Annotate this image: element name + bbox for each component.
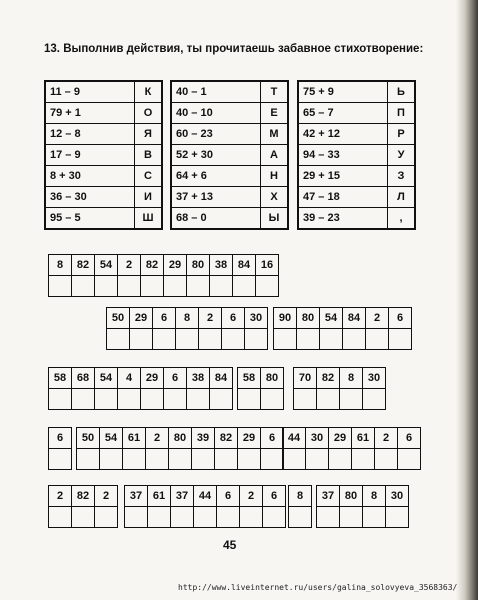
key-row	[45, 103, 162, 124]
answer-number: 70	[294, 368, 316, 389]
answer-number: 58	[49, 368, 71, 389]
answer-letter-slot[interactable]	[217, 507, 239, 527]
key-expression: 12 – 8	[45, 124, 135, 145]
answer-number: 6	[263, 486, 285, 507]
answer-number: 80	[187, 255, 209, 276]
answer-cell	[398, 428, 420, 469]
answer-number: 8	[340, 368, 362, 389]
key-expression: 37 + 13	[171, 187, 261, 208]
answer-number: 82	[72, 486, 94, 507]
answer-cell	[118, 255, 141, 296]
answer-letter-slot[interactable]	[352, 449, 374, 469]
key-table-3	[297, 80, 416, 230]
answer-letter-slot[interactable]	[107, 329, 129, 349]
answer-cell	[95, 486, 117, 527]
answer-letter-slot[interactable]	[169, 449, 191, 469]
answer-letter-slot[interactable]	[340, 389, 362, 409]
answer-cell	[317, 486, 340, 527]
answer-cell	[164, 255, 187, 296]
key-row	[45, 187, 162, 208]
answer-letter-slot[interactable]	[294, 389, 316, 409]
answer-letter-slot[interactable]	[95, 276, 117, 296]
answer-letter-slot[interactable]	[125, 507, 147, 527]
answer-number: 54	[95, 368, 117, 389]
answer-number: 61	[352, 428, 374, 449]
answer-cell	[274, 308, 297, 349]
key-expression: 39 – 23	[298, 208, 388, 230]
answer-letter-slot[interactable]	[340, 507, 362, 527]
key-expression: 29 + 15	[298, 166, 388, 187]
answer-letter-slot[interactable]	[130, 329, 152, 349]
answer-cell	[245, 308, 267, 349]
answer-letter-slot[interactable]	[317, 389, 339, 409]
key-expression: 65 – 7	[298, 103, 388, 124]
answer-letter-slot[interactable]	[240, 507, 262, 527]
answer-number: 38	[210, 255, 232, 276]
key-row	[45, 166, 162, 187]
key-letter: Ш	[135, 208, 163, 230]
answer-cell	[187, 368, 210, 409]
answer-letter-slot[interactable]	[363, 507, 385, 527]
answer-cell	[240, 486, 263, 527]
answer-cell	[261, 368, 283, 409]
answer-cell	[164, 368, 187, 409]
answer-number: 80	[340, 486, 362, 507]
key-expression: 68 – 0	[171, 208, 261, 230]
answer-number: 6	[389, 308, 411, 329]
answer-cell	[306, 428, 329, 469]
answer-number: 39	[192, 428, 214, 449]
answer-cell	[317, 368, 340, 409]
key-row	[45, 145, 162, 166]
answer-number: 29	[141, 368, 163, 389]
answer-letter-slot[interactable]	[274, 329, 296, 349]
task-title	[44, 42, 424, 56]
key-letter: П	[388, 103, 416, 124]
answer-letter-slot[interactable]	[256, 276, 278, 296]
task-text: Выполнив действия, ты прочитаешь забавное стихотворение:	[63, 43, 424, 55]
answer-number: 4	[118, 368, 140, 389]
answer-number: 30	[363, 368, 385, 389]
answer-letter-slot[interactable]	[146, 449, 168, 469]
key-letter: В	[135, 145, 163, 166]
key-letter: Е	[261, 103, 289, 124]
answer-letter-slot[interactable]	[289, 507, 311, 527]
answer-cell	[340, 368, 363, 409]
answer-number: 2	[240, 486, 262, 507]
answer-letter-slot[interactable]	[187, 276, 209, 296]
answer-number: 30	[386, 486, 408, 507]
answer-letter-slot[interactable]	[199, 329, 221, 349]
answer-letter-slot[interactable]	[215, 449, 237, 469]
answer-group-1	[48, 254, 279, 297]
key-expression: 40 – 1	[171, 81, 261, 103]
answer-letter-slot[interactable]	[317, 507, 339, 527]
answer-number: 2	[375, 428, 397, 449]
answer-cell	[238, 428, 261, 469]
answer-letter-slot[interactable]	[386, 507, 408, 527]
answer-letter-slot[interactable]	[261, 449, 283, 469]
answer-letter-slot[interactable]	[72, 389, 94, 409]
key-expression: 47 – 18	[298, 187, 388, 208]
answer-number: 37	[125, 486, 147, 507]
answer-cell	[118, 368, 141, 409]
answer-number: 58	[238, 368, 260, 389]
key-table-2	[170, 80, 289, 230]
key-letter: С	[135, 166, 163, 187]
answer-cell	[125, 486, 148, 527]
answer-letter-slot[interactable]	[245, 329, 267, 349]
answer-cell	[366, 308, 389, 349]
answer-group-5	[237, 367, 284, 410]
answer-number: 38	[187, 368, 209, 389]
key-letter: М	[261, 124, 289, 145]
answer-cell	[256, 255, 278, 296]
answer-cell	[233, 255, 256, 296]
answer-cell	[49, 368, 72, 409]
key-row	[298, 124, 415, 145]
answer-letter-slot[interactable]	[100, 449, 122, 469]
key-expression: 94 – 33	[298, 145, 388, 166]
key-row	[298, 81, 415, 103]
answer-cell	[194, 486, 217, 527]
answer-letter-slot[interactable]	[95, 389, 117, 409]
book-spine	[456, 0, 478, 600]
key-row	[171, 187, 288, 208]
key-letter: Н	[261, 166, 289, 187]
answer-cell	[320, 308, 343, 349]
answer-cell	[49, 486, 72, 527]
answer-number: 2	[146, 428, 168, 449]
answer-letter-slot[interactable]	[153, 329, 175, 349]
answer-cell	[389, 308, 411, 349]
answer-cell	[176, 308, 199, 349]
answer-letter-slot[interactable]	[72, 507, 94, 527]
answer-cell	[49, 428, 71, 469]
answer-cell	[72, 486, 95, 527]
key-letter: А	[261, 145, 289, 166]
answer-cell	[95, 255, 118, 296]
answer-number: 37	[171, 486, 193, 507]
answer-number: 82	[72, 255, 94, 276]
answer-cell	[261, 428, 283, 469]
answer-number: 82	[317, 368, 339, 389]
answer-letter-slot[interactable]	[306, 449, 328, 469]
answer-letter-slot[interactable]	[233, 276, 255, 296]
answer-number: 44	[283, 428, 305, 449]
answer-number: 30	[306, 428, 328, 449]
answer-letter-slot[interactable]	[194, 507, 216, 527]
answer-group-8	[76, 427, 284, 470]
key-row	[298, 145, 415, 166]
answer-number: 50	[77, 428, 99, 449]
answer-letter-slot[interactable]	[77, 449, 99, 469]
answer-cell	[187, 255, 210, 296]
key-expression: 75 + 9	[298, 81, 388, 103]
answer-letter-slot[interactable]	[49, 276, 71, 296]
answer-cell	[297, 308, 320, 349]
key-expression: 42 + 12	[298, 124, 388, 145]
key-row	[298, 208, 415, 230]
answer-group-2	[106, 307, 268, 350]
answer-cell	[343, 308, 366, 349]
answer-cell	[100, 428, 123, 469]
answer-letter-slot[interactable]	[261, 389, 283, 409]
key-row	[171, 166, 288, 187]
answer-number: 2	[95, 486, 117, 507]
page-number: 45	[223, 538, 237, 552]
key-letter: И	[135, 187, 163, 208]
answer-number: 82	[215, 428, 237, 449]
answer-cell	[340, 486, 363, 527]
answer-cell	[107, 308, 130, 349]
answer-number: 29	[238, 428, 260, 449]
answer-group-9	[282, 427, 421, 470]
answer-letter-slot[interactable]	[141, 276, 163, 296]
key-expression: 64 + 6	[171, 166, 261, 187]
answer-number: 44	[194, 486, 216, 507]
answer-number: 80	[169, 428, 191, 449]
task-number: 13.	[44, 43, 60, 55]
answer-number: 6	[398, 428, 420, 449]
answer-cell	[215, 428, 238, 469]
key-row	[298, 166, 415, 187]
answer-group-12	[288, 485, 312, 528]
key-row	[171, 145, 288, 166]
answer-number: 16	[256, 255, 278, 276]
answer-letter-slot[interactable]	[141, 389, 163, 409]
answer-letter-slot[interactable]	[118, 276, 140, 296]
answer-cell	[77, 428, 100, 469]
key-row	[171, 103, 288, 124]
key-letter: Я	[135, 124, 163, 145]
answer-cell	[375, 428, 398, 469]
answer-letter-slot[interactable]	[176, 329, 198, 349]
key-expression: 40 – 10	[171, 103, 261, 124]
key-table-1	[44, 80, 163, 230]
answer-cell	[289, 486, 311, 527]
key-expression: 52 + 30	[171, 145, 261, 166]
key-row	[298, 103, 415, 124]
answer-cell	[72, 368, 95, 409]
answer-letter-slot[interactable]	[320, 329, 342, 349]
answer-number: 54	[320, 308, 342, 329]
answer-cell	[283, 428, 306, 469]
key-letter: О	[135, 103, 163, 124]
answer-cell	[363, 486, 386, 527]
answer-number: 54	[100, 428, 122, 449]
key-row	[45, 81, 162, 103]
key-expression: 8 + 30	[45, 166, 135, 187]
answer-number: 61	[123, 428, 145, 449]
answer-cell	[169, 428, 192, 469]
answer-cell	[210, 368, 232, 409]
answer-number: 8	[49, 255, 71, 276]
key-row	[171, 208, 288, 230]
answer-number: 8	[289, 486, 311, 507]
answer-cell	[95, 368, 118, 409]
key-letter: К	[135, 81, 163, 103]
answer-letter-slot[interactable]	[398, 449, 420, 469]
answer-letter-slot[interactable]	[49, 449, 71, 469]
answer-cell	[49, 255, 72, 296]
answer-number: 84	[343, 308, 365, 329]
answer-group-7	[48, 427, 72, 470]
answer-cell	[148, 486, 171, 527]
answer-number: 90	[274, 308, 296, 329]
answer-letter-slot[interactable]	[118, 389, 140, 409]
answer-letter-slot[interactable]	[329, 449, 351, 469]
answer-group-13	[316, 485, 409, 528]
answer-cell	[171, 486, 194, 527]
answer-cell	[153, 308, 176, 349]
answer-number: 6	[164, 368, 186, 389]
key-row	[171, 124, 288, 145]
answer-letter-slot[interactable]	[49, 389, 71, 409]
key-expression: 17 – 9	[45, 145, 135, 166]
answer-number: 6	[153, 308, 175, 329]
key-row	[45, 124, 162, 145]
answer-cell	[141, 255, 164, 296]
answer-number: 80	[297, 308, 319, 329]
answer-group-4	[48, 367, 233, 410]
answer-number: 61	[148, 486, 170, 507]
key-letter: Ь	[388, 81, 416, 103]
key-letter: З	[388, 166, 416, 187]
answer-group-3	[273, 307, 412, 350]
answer-number: 80	[261, 368, 283, 389]
answer-letter-slot[interactable]	[389, 329, 411, 349]
answer-number: 29	[329, 428, 351, 449]
answer-letter-slot[interactable]	[192, 449, 214, 469]
answer-letter-slot[interactable]	[375, 449, 397, 469]
answer-letter-slot[interactable]	[297, 329, 319, 349]
answer-cell	[238, 368, 261, 409]
answer-letter-slot[interactable]	[343, 329, 365, 349]
answer-number: 54	[95, 255, 117, 276]
answer-letter-slot[interactable]	[95, 507, 117, 527]
answer-cell	[294, 368, 317, 409]
answer-letter-slot[interactable]	[148, 507, 170, 527]
answer-number: 68	[72, 368, 94, 389]
answer-group-11	[124, 485, 286, 528]
answer-number: 50	[107, 308, 129, 329]
key-expression: 95 – 5	[45, 208, 135, 230]
answer-number: 37	[317, 486, 339, 507]
key-row	[171, 81, 288, 103]
answer-letter-slot[interactable]	[187, 389, 209, 409]
answer-cell	[263, 486, 285, 527]
key-letter: ,	[388, 208, 416, 230]
key-letter: Р	[388, 124, 416, 145]
answer-letter-slot[interactable]	[366, 329, 388, 349]
answer-number: 6	[49, 428, 71, 449]
answer-letter-slot[interactable]	[49, 507, 71, 527]
answer-number: 29	[130, 308, 152, 329]
answer-cell	[141, 368, 164, 409]
key-expression: 79 + 1	[45, 103, 135, 124]
answer-cell	[210, 255, 233, 296]
answer-letter-slot[interactable]	[283, 449, 305, 469]
key-letter: Л	[388, 187, 416, 208]
key-expression: 11 – 9	[45, 81, 135, 103]
answer-cell	[329, 428, 352, 469]
answer-cell	[222, 308, 245, 349]
answer-letter-slot[interactable]	[210, 276, 232, 296]
answer-letter-slot[interactable]	[263, 507, 285, 527]
answer-cell	[217, 486, 240, 527]
answer-letter-slot[interactable]	[238, 389, 260, 409]
answer-number: 2	[199, 308, 221, 329]
answer-group-10	[48, 485, 118, 528]
key-letter: У	[388, 145, 416, 166]
answer-cell	[192, 428, 215, 469]
answer-number: 2	[49, 486, 71, 507]
answer-number: 6	[217, 486, 239, 507]
key-row	[298, 187, 415, 208]
answer-group-6	[293, 367, 386, 410]
key-letter: Ы	[261, 208, 289, 230]
answer-number: 29	[164, 255, 186, 276]
answer-letter-slot[interactable]	[164, 389, 186, 409]
answer-number: 8	[363, 486, 385, 507]
key-expression: 60 – 23	[171, 124, 261, 145]
answer-cell	[72, 255, 95, 296]
answer-cell	[363, 368, 385, 409]
answer-letter-slot[interactable]	[238, 449, 260, 469]
key-letter: Т	[261, 81, 289, 103]
answer-number: 8	[176, 308, 198, 329]
answer-letter-slot[interactable]	[171, 507, 193, 527]
key-expression: 36 – 30	[45, 187, 135, 208]
key-row	[45, 208, 162, 230]
key-letter: Х	[261, 187, 289, 208]
answer-cell	[352, 428, 375, 469]
answer-letter-slot[interactable]	[72, 276, 94, 296]
answer-number: 30	[245, 308, 267, 329]
answer-number: 2	[366, 308, 388, 329]
answer-cell	[199, 308, 222, 349]
answer-letter-slot[interactable]	[123, 449, 145, 469]
answer-number: 6	[222, 308, 244, 329]
answer-cell	[123, 428, 146, 469]
answer-number: 82	[141, 255, 163, 276]
answer-number: 84	[233, 255, 255, 276]
answer-letter-slot[interactable]	[222, 329, 244, 349]
answer-cell	[146, 428, 169, 469]
answer-cell	[386, 486, 408, 527]
answer-number: 6	[261, 428, 283, 449]
answer-letter-slot[interactable]	[210, 389, 232, 409]
footer-url: http://www.liveinternet.ru/users/galina_solovyeva_3568363/	[178, 583, 458, 592]
answer-number: 84	[210, 368, 232, 389]
answer-letter-slot[interactable]	[363, 389, 385, 409]
answer-number: 2	[118, 255, 140, 276]
answer-cell	[130, 308, 153, 349]
answer-letter-slot[interactable]	[164, 276, 186, 296]
